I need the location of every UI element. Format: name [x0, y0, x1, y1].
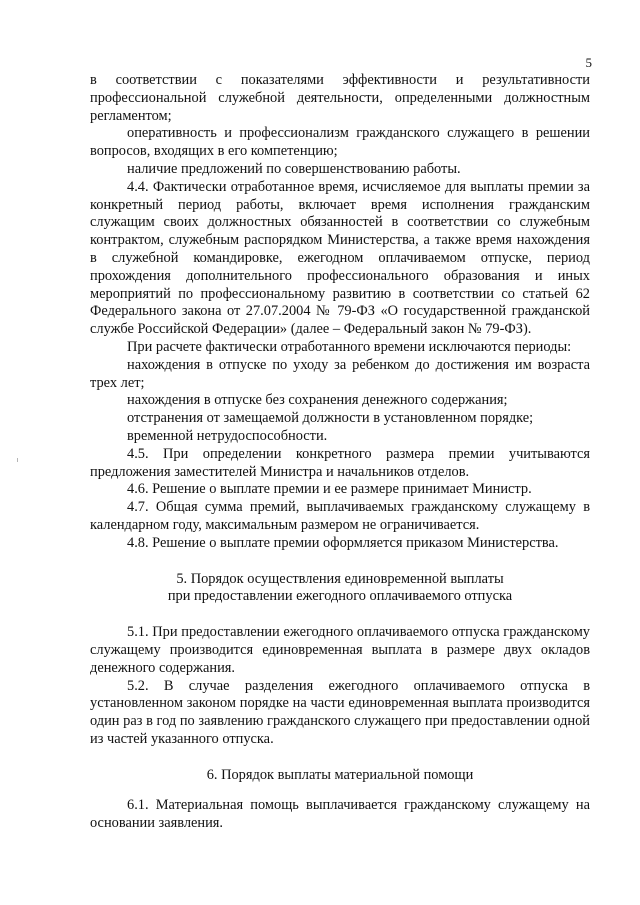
section-5-heading-line-1: 5. Порядок осуществления единовременной выплаты	[176, 570, 504, 587]
section-spacer	[90, 749, 590, 767]
paragraph-4-8: 4.8. Решение о выплате премии оформляется приказом Министерства.	[127, 534, 559, 551]
section-spacer	[90, 606, 590, 624]
paragraph-criteria-proposals: наличие предложений по совершенствованию работы.	[127, 160, 461, 177]
paragraph-4-7: 4.7. Общая сумма премий, выплачиваемых гражданскому служащему в календарном году, максимальным размером не ограничивается.	[90, 499, 590, 533]
paragraph-6-1: 6.1. Материальная помощь выплачивается гражданскому служащему на основании заявления.	[90, 797, 590, 832]
page-number: 5	[585, 55, 592, 70]
paragraph-criteria-continuation: в соответствии с показателями эффективности и результативности профессиональной служебной деятельности, определенными должностным регламентом;	[90, 72, 590, 124]
paragraph-4-4: 4.4. Фактически отработанное время, исчисляемое для выплаты премии за конкретный период работы, включает время исполнения гражданским служащим своих должностных обязанностей в соответствии со служебным контрактом, служебным распорядком Министерства, а также время нахождения в служебной командировке, ежегодном оплачиваемом отпуске, период прохождения дополнительного профессионального образования и иных мероприятий по профессиональному развитию в соответствии со статьей 62 Федерального закона от 27.07.2004 № 79-ФЗ «О государственной гражданской службе Российской Федерации» (далее – Федеральный закон № 79-ФЗ).	[90, 178, 590, 338]
document-body	[90, 72, 590, 833]
paragraph-4-5: 4.5. При определении конкретного размера премии учитываются предложения заместителей Министра и начальников отделов.	[90, 445, 590, 480]
paragraph-exclusion-childcare: нахождения в отпуске по уходу за ребенком до достижения им возраста трех лет;	[90, 356, 590, 391]
section-5-heading-line-2: при предоставлении ежегодного оплачиваемого отпуска	[167, 588, 513, 605]
scan-mark	[17, 458, 18, 462]
paragraph-excluded-periods: При расчете фактически отработанного времени исключаются периоды:	[127, 338, 572, 355]
paragraph-exclusion-unpaid-leave: нахождения в отпуске без сохранения денежного содержания;	[127, 392, 508, 409]
paragraph-5-2: 5.2. В случае разделения ежегодного оплачиваемого отпуска в установленном законом порядке на части единовременная выплата производится один раз в год по заявлению гражданского служащего при предоставлении одной из частей указанного отпуска.	[90, 677, 590, 747]
paragraph-4-6: 4.6. Решение о выплате премии и ее размере принимает Министр.	[127, 481, 532, 498]
section-spacer	[90, 784, 590, 797]
paragraph-5-1: 5.1. При предоставлении ежегодного оплачиваемого отпуска гражданскому служащему производится единовременная выплата в размере двух окладов денежного содержания.	[90, 624, 590, 676]
section-spacer	[90, 553, 590, 571]
paragraph-exclusion-suspension: отстранения от замещаемой должности в установленном порядке;	[127, 410, 534, 427]
section-6-heading: 6. Порядок выплаты материальной помощи	[206, 766, 474, 783]
paragraph-criteria-competence: оперативность и профессионализм гражданского служащего в решении вопросов, входящих в его компетенцию;	[90, 125, 590, 160]
paragraph-exclusion-disability: временной нетрудоспособности.	[127, 427, 328, 444]
